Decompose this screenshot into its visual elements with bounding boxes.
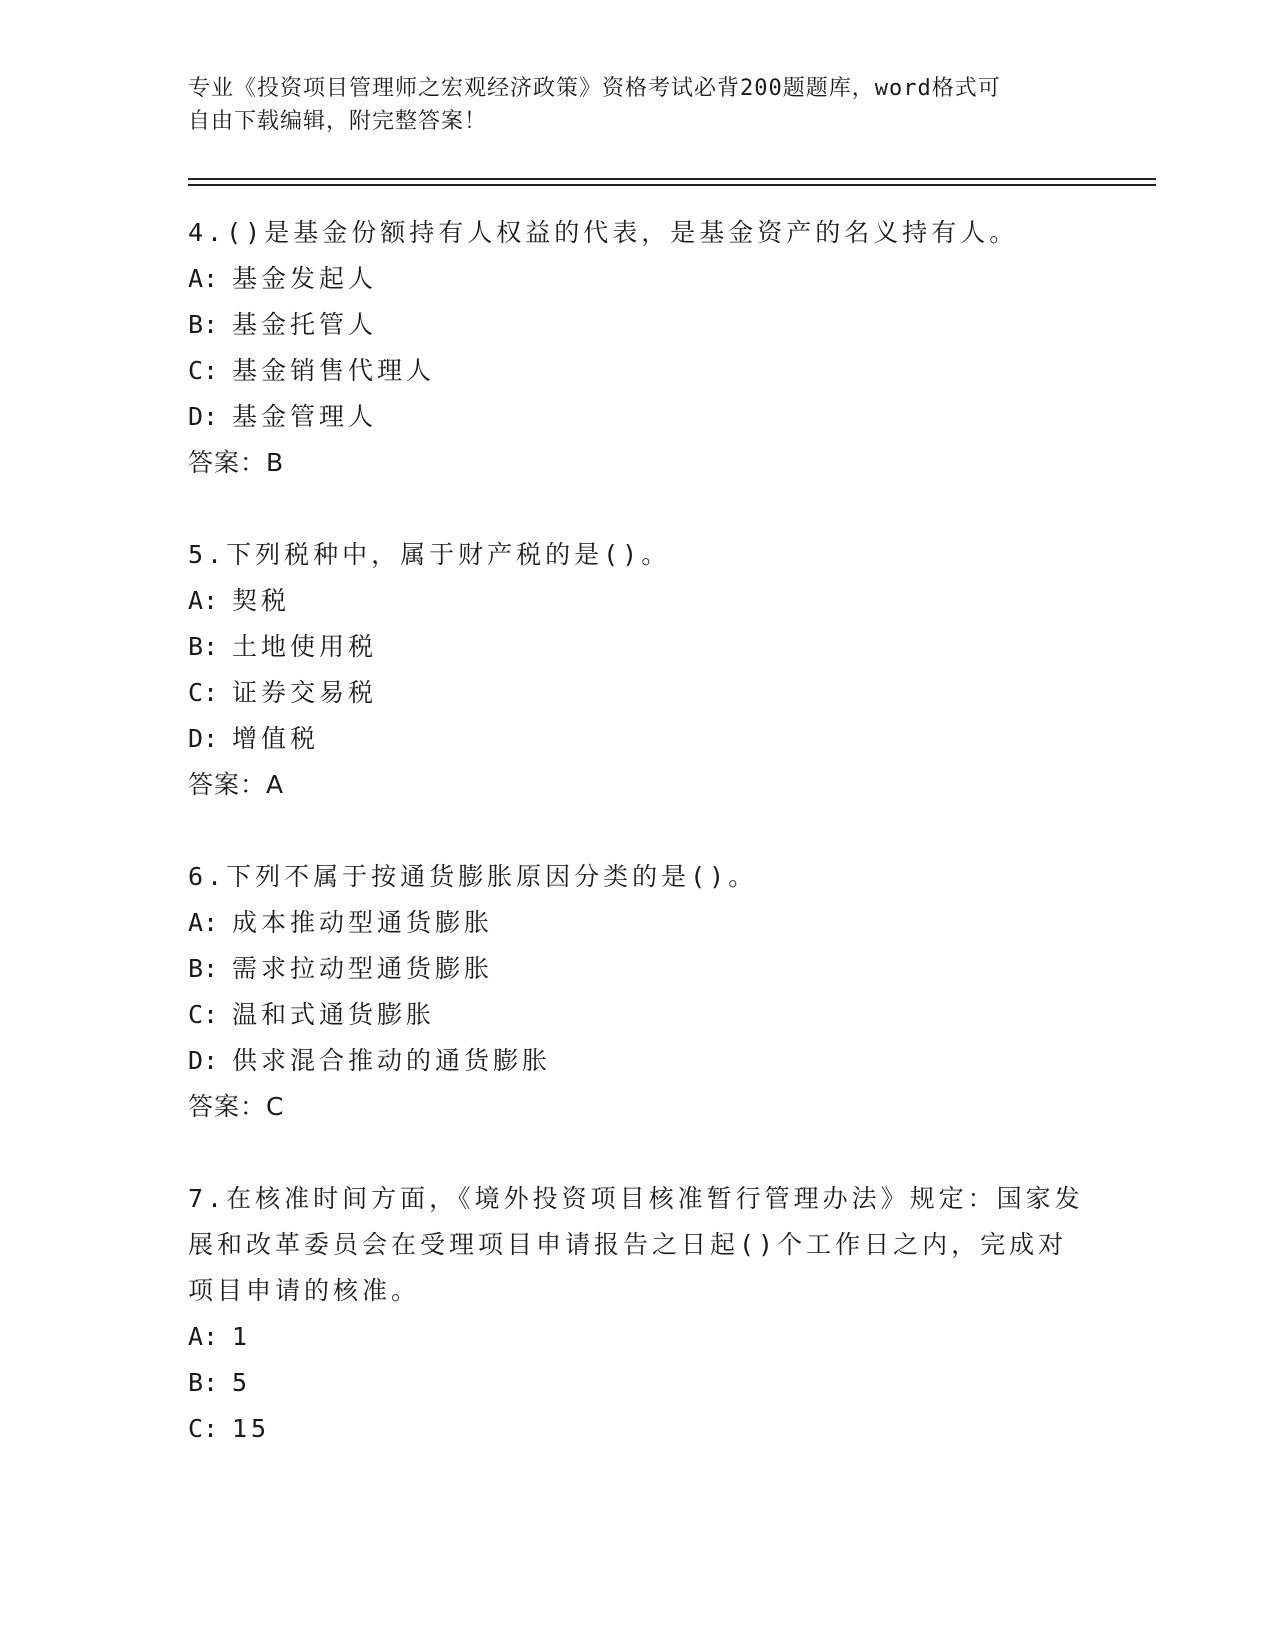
question-block xyxy=(188,200,1088,486)
option-b xyxy=(188,624,1088,670)
option-text: 土地使用税 xyxy=(232,632,378,661)
option-key: C: xyxy=(188,356,219,385)
header-divider-bottom xyxy=(188,184,1156,186)
option-c xyxy=(188,348,1088,394)
question-stem: 6.下列不属于按通货膨胀原因分类的是()。 xyxy=(188,862,758,891)
option-text: 成本推动型通货膨胀 xyxy=(232,908,494,937)
option-key: D: xyxy=(188,402,219,431)
option-c xyxy=(188,1406,1088,1452)
option-key: B: xyxy=(188,1368,219,1397)
option-text: 基金托管人 xyxy=(232,310,378,339)
answer-line: 答案：B xyxy=(188,448,285,477)
option-key: D: xyxy=(188,724,219,753)
option-key: C: xyxy=(188,678,219,707)
question-list xyxy=(188,200,1088,1488)
question-stem: 7.在核准时间方面，《境外投资项目核准暂行管理办法》规定：国家发展和改革委员会在受理项目申请报告之日起()个工作日之内，完成对项目申请的核准。 xyxy=(188,1184,1084,1305)
option-a xyxy=(188,1314,1088,1360)
option-b xyxy=(188,1360,1088,1406)
option-text: 证券交易税 xyxy=(232,678,378,707)
option-key: C: xyxy=(188,1000,219,1029)
option-key: A: xyxy=(188,586,219,615)
option-text: 15 xyxy=(232,1414,271,1443)
header-title-line-1: 专业《投资项目管理师之宏观经济政策》资格考试必背200题题库，word格式可 xyxy=(188,76,1001,101)
option-text: 契税 xyxy=(232,586,291,615)
option-text: 基金销售代理人 xyxy=(232,356,436,385)
option-key: D: xyxy=(188,1046,219,1075)
question-block xyxy=(188,522,1088,808)
option-key: C: xyxy=(188,1414,219,1443)
option-a xyxy=(188,900,1088,946)
option-b xyxy=(188,946,1088,992)
option-key: B: xyxy=(188,632,219,661)
option-key: A: xyxy=(188,1322,219,1351)
question-stem: 4.()是基金份额持有人权益的代表，是基金资产的名义持有人。 xyxy=(188,218,1019,247)
header-title-line-2: 自由下载编辑，附完整答案！ xyxy=(188,109,488,134)
question-block xyxy=(188,844,1088,1130)
header-divider-top xyxy=(188,178,1156,180)
option-text: 温和式通货膨胀 xyxy=(232,1000,436,1029)
question-block xyxy=(188,1166,1088,1452)
document-header xyxy=(188,72,1068,138)
option-c xyxy=(188,670,1088,716)
option-a xyxy=(188,578,1088,624)
option-key: B: xyxy=(188,310,219,339)
option-text: 基金管理人 xyxy=(232,402,378,431)
option-text: 供求混合推动的通货膨胀 xyxy=(232,1046,552,1075)
question-stem: 5.下列税种中，属于财产税的是()。 xyxy=(188,540,671,569)
option-key: B: xyxy=(188,954,219,983)
option-key: A: xyxy=(188,908,219,937)
option-d xyxy=(188,394,1088,440)
answer-line: 答案：A xyxy=(188,770,285,799)
option-d xyxy=(188,716,1088,762)
option-b xyxy=(188,302,1088,348)
option-d xyxy=(188,1038,1088,1084)
option-key: A: xyxy=(188,264,219,293)
option-text: 5 xyxy=(232,1368,252,1397)
option-text: 需求拉动型通货膨胀 xyxy=(232,954,494,983)
option-text: 基金发起人 xyxy=(232,264,378,293)
answer-line: 答案：C xyxy=(188,1092,285,1121)
option-a xyxy=(188,256,1088,302)
option-text: 增值税 xyxy=(232,724,320,753)
option-text: 1 xyxy=(232,1322,252,1351)
option-c xyxy=(188,992,1088,1038)
